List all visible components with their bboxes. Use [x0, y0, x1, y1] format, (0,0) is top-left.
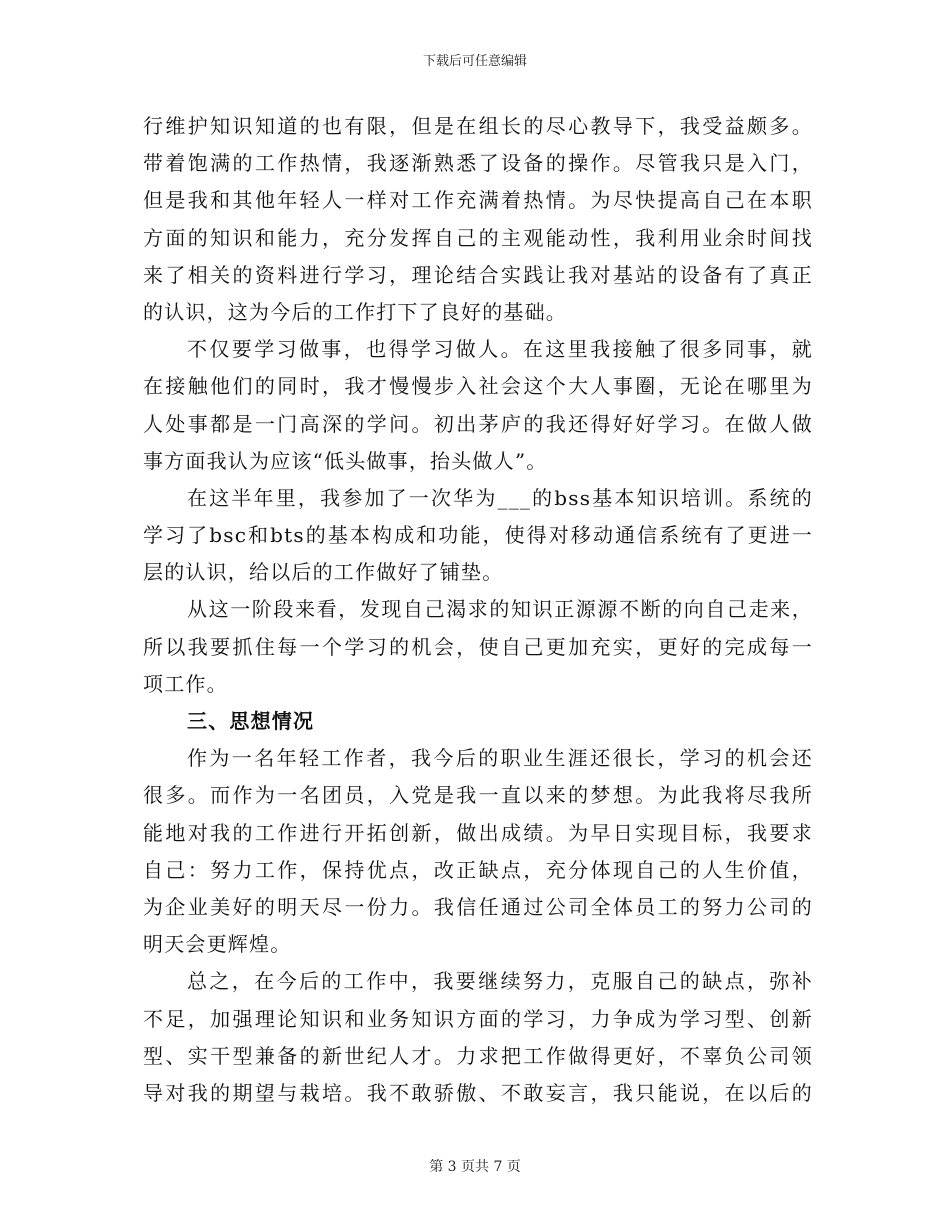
text-line: 所以我要抓住每一个学习的机会，使自己更加充实，更好的完成每一 — [143, 634, 813, 659]
text-line: 带着饱满的工作热情，我逐渐熟悉了设备的操作。尽管我只是入门， — [143, 151, 813, 176]
text-line: 很多。而作为一名团员，入党是我一直以来的梦想。为此我将尽我所 — [143, 783, 813, 808]
text-line: 不仅要学习做事，也得学习做人。在这里我接触了很多同事，就 — [187, 337, 813, 362]
document-body — [143, 108, 813, 1112]
section-heading: 三、思想情况 — [187, 709, 315, 733]
text-line: 明天会更辉煌。 — [143, 932, 292, 957]
text-line: 事方面我认为应该“低头做事，抬头做人”。 — [143, 448, 548, 473]
text-line: 项工作。 — [143, 671, 228, 696]
text-line: 在接触他们的同时，我才慢慢步入社会这个大人事圈，无论在哪里为 — [143, 374, 813, 399]
text-line: 层的认识，给以后的工作做好了铺垫。 — [143, 560, 504, 585]
text-line: 能地对我的工作进行开拓创新，做出成绩。为早日实现目标，我要求 — [143, 820, 813, 845]
text-line: 导对我的期望与栽培。我不敢骄傲、不敢妄言，我只能说，在以后的 — [143, 1080, 813, 1105]
text-line: 型、实干型兼备的新世纪人才。力求把工作做得更好，不辜负公司领 — [143, 1043, 813, 1068]
text-line: 的认识，这为今后的工作打下了良好的基础。 — [143, 299, 567, 324]
text-line: 行维护知识知道的也有限，但是在组长的尽心教导下，我受益颇多。 — [143, 114, 813, 138]
text-line: 自己：努力工作，保持优点，改正缺点，充分体现自己的人生价值， — [143, 857, 813, 882]
text-line: 不足，加强理论知识和业务知识方面的学习，力争成为学习型、创新 — [143, 1006, 813, 1031]
text-line: 学习了bsc和bts的基本构成和功能，使得对移动通信系统有了更进一 — [143, 523, 813, 548]
text-line: 为企业美好的明天尽一份力。我信任通过公司全体员工的努力公司的 — [143, 894, 813, 919]
text-line: 在这半年里，我参加了一次华为___的bss基本知识培训。系统的 — [187, 485, 813, 510]
page-footer: 第 3 页共 7 页 — [429, 1159, 521, 1175]
page-header: 下载后可任意编辑 — [422, 54, 527, 69]
text-line: 来了相关的资料进行学习，理论结合实践让我对基站的设备有了真正 — [143, 262, 813, 287]
text-line: 人处事都是一门高深的学问。初出茅庐的我还得好好学习。在做人做 — [143, 411, 813, 436]
text-line: 从这一阶段来看，发现自己渴求的知识正源源不断的向自己走来， — [187, 597, 813, 622]
text-line: 但是我和其他年轻人一样对工作充满着热情。为尽快提高自己在本职 — [143, 188, 813, 213]
text-line: 方面的知识和能力，充分发挥自己的主观能动性，我利用业余时间找 — [143, 225, 813, 250]
text-line: 作为一名年轻工作者，我今后的职业生涯还很长，学习的机会还 — [187, 746, 813, 771]
text-line: 总之，在今后的工作中，我要继续努力，克服自己的缺点，弥补 — [187, 969, 813, 994]
